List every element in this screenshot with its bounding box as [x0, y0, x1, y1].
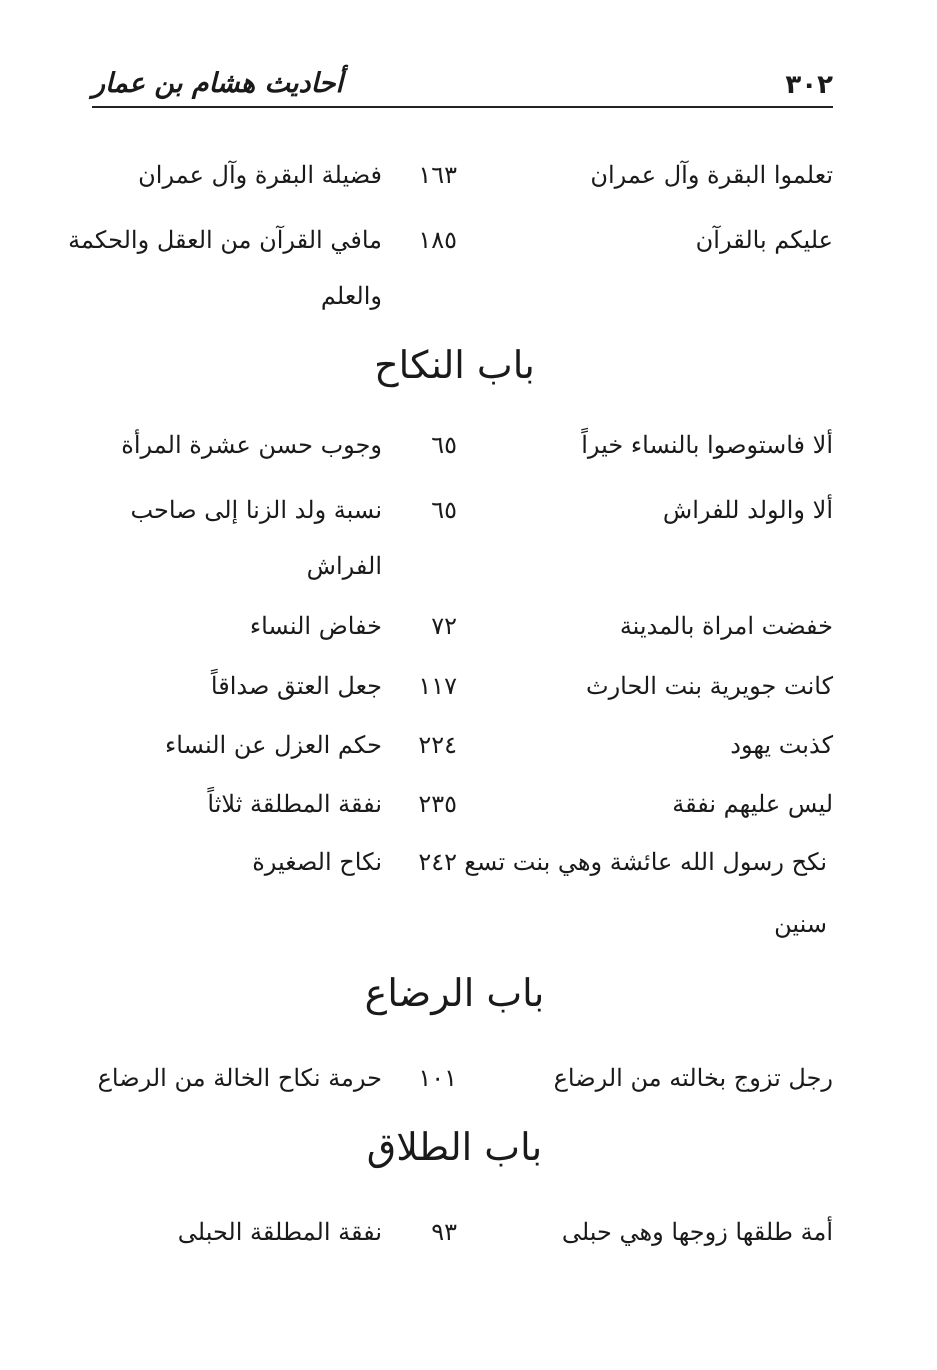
hadith-number: ٢٣٥ [418, 790, 457, 818]
topic-label: حرمة نكاح الخالة من الرضاع [97, 1064, 382, 1092]
index-entry [0, 842, 937, 882]
hadith-phrase: تعلموا البقرة وآل عمران [590, 161, 833, 189]
hadith-phrase: رجل تزوج بخالته من الرضاع [553, 1064, 833, 1092]
topic-label: نسبة ولد الزنا إلى صاحب [130, 496, 382, 524]
chapter-heading [0, 1122, 937, 1172]
index-entry [0, 1058, 937, 1098]
hadith-phrase: نكح رسول الله عائشة وهي بنت تسع [464, 848, 827, 876]
topic-label: حكم العزل عن النساء [164, 731, 382, 759]
chapter-heading [0, 340, 937, 390]
hadith-phrase: ألا والولد للفراش [662, 496, 833, 524]
topic-label-continuation: الفراش [306, 552, 382, 580]
index-entry [0, 725, 937, 765]
index-entry [0, 425, 937, 465]
hadith-phrase: أمة طلقها زوجها وهي حبلى [561, 1218, 833, 1246]
hadith-phrase: ألا فاستوصوا بالنساء خيراً [581, 431, 833, 459]
hadith-phrase: خفضت امراة بالمدينة [619, 612, 833, 640]
chapter-title: باب الطلاق [366, 1125, 543, 1169]
hadith-phrase-continuation: سنين [774, 910, 827, 938]
hadith-number: ١٠١ [418, 1064, 457, 1092]
page-number: ٣٠٢ [785, 70, 833, 100]
book-title: أحاديث هشام بن عمار [92, 68, 343, 99]
topic-label: مافي القرآن من العقل والحكمة [68, 226, 382, 254]
index-entry [0, 220, 937, 260]
hadith-number: ٦٥ [431, 431, 457, 459]
topic-label: نكاح الصغيرة [252, 848, 382, 876]
index-entry [0, 1212, 937, 1252]
hadith-phrase: كانت جويرية بنت الحارث [585, 672, 833, 700]
topic-label: جعل العتق صداقاً [210, 672, 382, 700]
hadith-number: ٩٣ [431, 1218, 457, 1246]
topic-label-continuation: والعلم [320, 282, 382, 310]
running-header [92, 68, 833, 108]
chapter-heading [0, 968, 937, 1018]
index-entry [0, 155, 937, 195]
index-entry [0, 606, 937, 646]
hadith-phrase: ليس عليهم نفقة [672, 790, 833, 818]
chapter-title: باب النكاح [374, 343, 535, 387]
topic-label: وجوب حسن عشرة المرأة [121, 431, 382, 459]
hadith-number: ١٦٣ [418, 161, 457, 189]
topic-label: فضيلة البقرة وآل عمران [138, 161, 382, 189]
hadith-number: ٦٥ [431, 496, 457, 524]
hadith-number: ١١٧ [418, 672, 457, 700]
hadith-number: ١٨٥ [418, 226, 457, 254]
index-entry [0, 666, 937, 706]
topic-label: نفقة المطلقة الحبلى [177, 1218, 382, 1246]
chapter-title: باب الرضاع [364, 971, 545, 1015]
hadith-number: ٧٢ [431, 612, 457, 640]
topic-label: نفقة المطلقة ثلاثاً [207, 790, 382, 818]
hadith-number: ٢٤٢ [418, 848, 457, 876]
hadith-phrase: كذبت يهود [730, 731, 833, 759]
topic-label: خفاض النساء [249, 612, 382, 640]
hadith-phrase: عليكم بالقرآن [695, 226, 833, 254]
index-entry [0, 784, 937, 824]
hadith-number: ٢٢٤ [418, 731, 457, 759]
index-entry [0, 490, 937, 530]
